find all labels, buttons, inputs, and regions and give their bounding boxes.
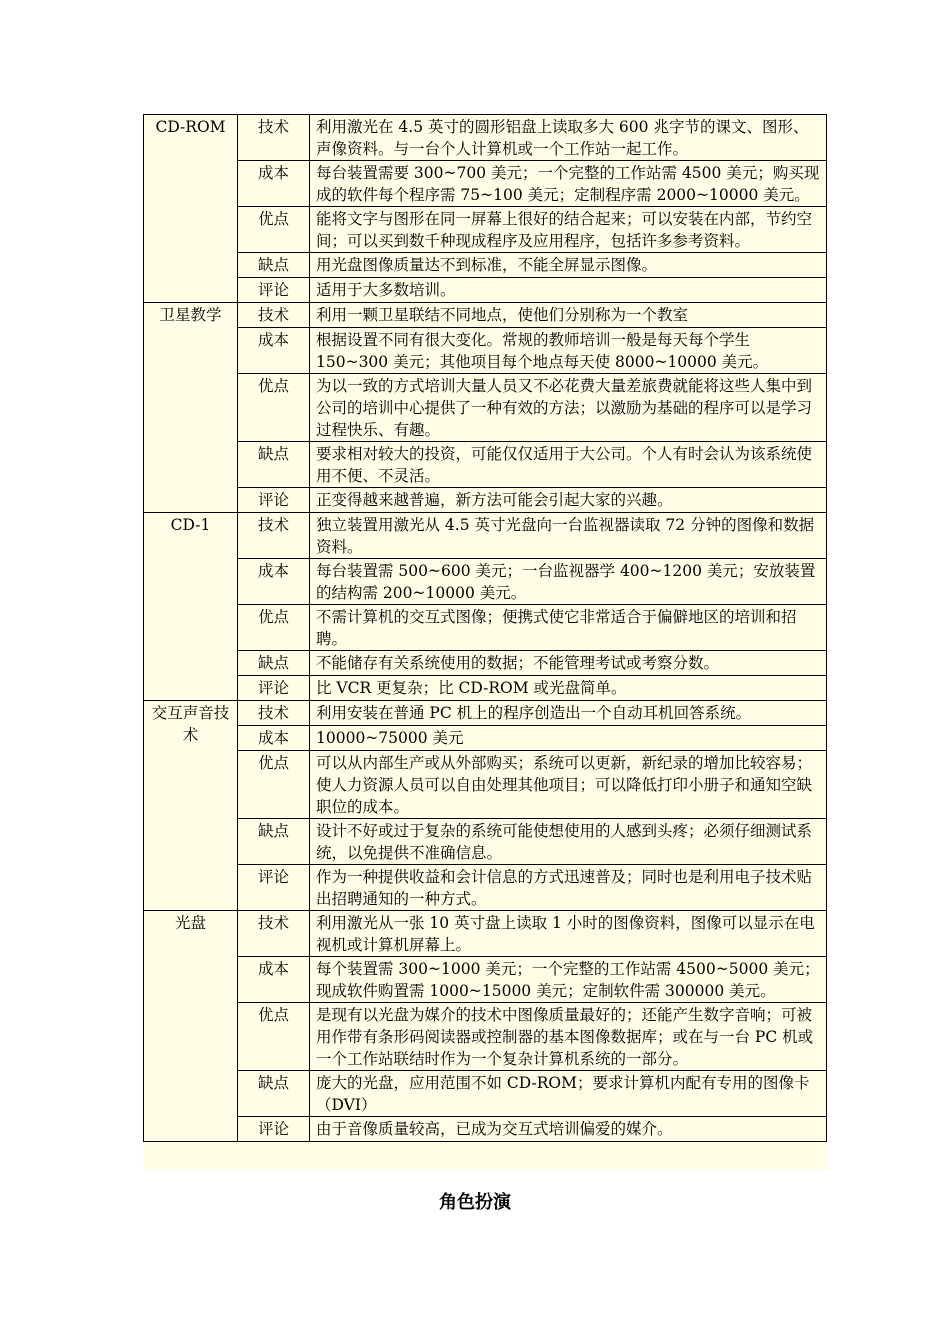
attribute-cell: 缺点 xyxy=(238,819,310,865)
table-row xyxy=(144,1003,827,1071)
attribute-cell: 技术 xyxy=(238,701,310,726)
table-row xyxy=(144,1071,827,1117)
table-row xyxy=(144,819,827,865)
description-cell: 由于音像质量较高，已成为交互式培训偏爱的媒介。 xyxy=(310,1117,827,1142)
table-row xyxy=(144,726,827,751)
attribute-cell: 评论 xyxy=(238,488,310,513)
attribute-cell: 缺点 xyxy=(238,442,310,488)
attribute-cell: 评论 xyxy=(238,1117,310,1142)
table-row xyxy=(144,1117,827,1142)
attribute-cell: 缺点 xyxy=(238,1071,310,1117)
table-row xyxy=(144,676,827,701)
attribute-cell: 成本 xyxy=(238,726,310,751)
attribute-cell: 缺点 xyxy=(238,253,310,278)
category-cell: CD-ROM xyxy=(144,115,238,303)
description-cell: 可以从内部生产或从外部购买；系统可以更新，新纪录的增加比较容易；使人力资源人员可以自由处理其他项目；可以降低打印小册子和通知空缺职位的成本。 xyxy=(310,751,827,819)
description-cell: 利用激光在 4.5 英寸的圆形铝盘上读取多大 600 兆字节的课文、图形、声像资料。与一台个人计算机或一个工作站一起工作。 xyxy=(310,115,827,161)
description-cell: 庞大的光盘，应用范围不如 CD-ROM；要求计算机内配有专用的图像卡（DVI） xyxy=(310,1071,827,1117)
description-cell: 根据设置不同有很大变化。常规的教师培训一般是每天每个学生 150~300 美元；其他项目每个地点每天使 8000~10000 美元。 xyxy=(310,328,827,374)
attribute-cell: 技术 xyxy=(238,303,310,328)
category-cell: 交互声音技术 xyxy=(144,701,238,911)
table-row xyxy=(144,374,827,442)
table-row xyxy=(144,559,827,605)
description-cell: 是现有以光盘为媒介的技术中图像质量最好的；还能产生数字音响；可被用作带有条形码阅读器或控制器的基本图像数据库；或在与一台 PC 机或一个工作站联结时作为一个复杂计算机系统的一部分。 xyxy=(310,1003,827,1071)
attribute-cell: 评论 xyxy=(238,865,310,911)
attribute-cell: 成本 xyxy=(238,161,310,207)
table-row xyxy=(144,865,827,911)
description-cell: 利用安装在普通 PC 机上的程序创造出一个自动耳机回答系统。 xyxy=(310,701,827,726)
attribute-cell: 技术 xyxy=(238,513,310,559)
table-row xyxy=(144,278,827,303)
table-row xyxy=(144,115,827,161)
description-cell: 用光盘图像质量达不到标准，不能全屏显示图像。 xyxy=(310,253,827,278)
table-row xyxy=(144,328,827,374)
category-cell: CD-1 xyxy=(144,513,238,701)
description-cell: 独立装置用激光从 4.5 英寸光盘向一台监视器读取 72 分钟的图像和数据资料。 xyxy=(310,513,827,559)
description-cell: 能将文字与图形在同一屏幕上很好的结合起来；可以安装在内部，节约空间；可以买到数千种现成程序及应用程序，包括许多参考资料。 xyxy=(310,207,827,253)
training-media-table xyxy=(143,114,827,1142)
description-cell: 每个装置需 300~1000 美元；一个完整的工作站需 4500~5000 美元；现成软件购置需 1000~15000 美元；定制软件需 300000 美元。 xyxy=(310,957,827,1003)
description-cell: 为以一致的方式培训大量人员又不必花费大量差旅费就能将这些人集中到公司的培训中心提供了一种有效的方法；以激励为基础的程序可以是学习过程快乐、有趣。 xyxy=(310,374,827,442)
attribute-cell: 成本 xyxy=(238,328,310,374)
table-row xyxy=(144,253,827,278)
description-cell: 利用一颗卫星联结不同地点，使他们分别称为一个教室 xyxy=(310,303,827,328)
table-row xyxy=(144,207,827,253)
section-heading: 角色扮演 xyxy=(439,1192,511,1213)
attribute-cell: 优点 xyxy=(238,1003,310,1071)
table-row xyxy=(144,701,827,726)
attribute-cell: 成本 xyxy=(238,957,310,1003)
attribute-cell: 评论 xyxy=(238,676,310,701)
description-cell: 利用激光从一张 10 英寸盘上读取 1 小时的图像资料，图像可以显示在电视机或计算机屏幕上。 xyxy=(310,911,827,957)
table-row xyxy=(144,605,827,651)
table-row xyxy=(144,161,827,207)
description-cell: 10000~75000 美元 xyxy=(310,726,827,751)
attribute-cell: 优点 xyxy=(238,605,310,651)
description-cell: 设计不好或过于复杂的系统可能使想使用的人感到头疼；必须仔细测试系统，以免提供不准确信息。 xyxy=(310,819,827,865)
attribute-cell: 成本 xyxy=(238,559,310,605)
description-cell: 每台装置需要 300~700 美元；一个完整的工作站需 4500 美元；购买现成的软件每个程序需 75~100 美元；定制程序需 2000~10000 美元。 xyxy=(310,161,827,207)
attribute-cell: 优点 xyxy=(238,374,310,442)
description-cell: 作为一种提供收益和会计信息的方式迅速普及；同时也是利用电子技术贴出招聘通知的一种方式。 xyxy=(310,865,827,911)
description-cell: 每台装置需 500~600 美元；一台监视器学 400~1200 美元；安放装置的结构需 200~10000 美元。 xyxy=(310,559,827,605)
category-cell: 光盘 xyxy=(144,911,238,1142)
table-row xyxy=(144,303,827,328)
table-row xyxy=(144,751,827,819)
attribute-cell: 技术 xyxy=(238,115,310,161)
table-row xyxy=(144,513,827,559)
description-cell: 不需计算机的交互式图像；便携式使它非常适合于偏僻地区的培训和招聘。 xyxy=(310,605,827,651)
attribute-cell: 技术 xyxy=(238,911,310,957)
table-row xyxy=(144,957,827,1003)
table-row xyxy=(144,911,827,957)
attribute-cell: 评论 xyxy=(238,278,310,303)
description-cell: 比 VCR 更复杂；比 CD-ROM 或光盘简单。 xyxy=(310,676,827,701)
description-cell: 适用于大多数培训。 xyxy=(310,278,827,303)
comparison-table-container xyxy=(143,114,827,1170)
attribute-cell: 优点 xyxy=(238,751,310,819)
description-cell: 要求相对较大的投资，可能仅仅适用于大公司。个人有时会认为该系统使用不便、不灵活。 xyxy=(310,442,827,488)
description-cell: 正变得越来越普遍，新方法可能会引起大家的兴趣。 xyxy=(310,488,827,513)
attribute-cell: 优点 xyxy=(238,207,310,253)
category-cell: 卫星教学 xyxy=(144,303,238,513)
table-row xyxy=(144,442,827,488)
table-row xyxy=(144,488,827,513)
table-row xyxy=(144,651,827,676)
attribute-cell: 缺点 xyxy=(238,651,310,676)
description-cell: 不能储存有关系统使用的数据；不能管理考试或考察分数。 xyxy=(310,651,827,676)
